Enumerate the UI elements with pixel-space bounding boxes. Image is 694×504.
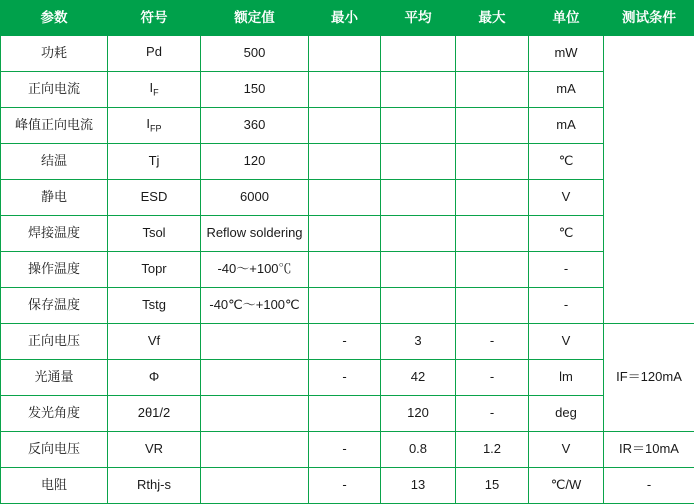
cell-typical: 0.8 bbox=[381, 432, 456, 468]
cell-symbol: Tstg bbox=[108, 288, 201, 324]
table-row bbox=[1, 216, 694, 252]
symbol-base: I bbox=[146, 116, 150, 131]
column-header-unit: 单位 bbox=[529, 1, 604, 36]
table-row bbox=[1, 468, 694, 504]
cell-parameter-text: 峰值正向电流 bbox=[4, 118, 104, 133]
column-header-typical: 平均 bbox=[381, 1, 456, 36]
cell-max: - bbox=[456, 396, 529, 432]
cell-parameter bbox=[1, 108, 108, 144]
cell-rated-value bbox=[201, 468, 309, 504]
cell-unit: V bbox=[529, 180, 604, 216]
cell-rated-value: 500 bbox=[201, 36, 309, 72]
cell-rated-value bbox=[201, 432, 309, 468]
cell-rated-value: -40～+100℃ bbox=[201, 252, 309, 288]
cell-rated-value bbox=[201, 324, 309, 360]
cell-symbol: Rthj-s bbox=[108, 468, 201, 504]
cell-unit: mA bbox=[529, 108, 604, 144]
cell-rated-value: 150 bbox=[201, 72, 309, 108]
table-row bbox=[1, 432, 694, 468]
cell-typical: 42 bbox=[381, 360, 456, 396]
symbol-base: Pd bbox=[146, 44, 162, 59]
table-row bbox=[1, 108, 694, 144]
cell-parameter: 操作温度 bbox=[1, 252, 108, 288]
cell-min: - bbox=[309, 324, 381, 360]
cell-rated-value: 360 bbox=[201, 108, 309, 144]
cell-typical bbox=[381, 36, 456, 72]
cell-parameter: 电阻 bbox=[1, 468, 108, 504]
cell-rated-value: 120 bbox=[201, 144, 309, 180]
table-header-row bbox=[1, 1, 694, 36]
cell-typical: 13 bbox=[381, 468, 456, 504]
cell-symbol: ESD bbox=[108, 180, 201, 216]
symbol-subscript: FP bbox=[150, 124, 162, 134]
cell-symbol: Φ bbox=[108, 360, 201, 396]
cell-typical bbox=[381, 180, 456, 216]
cell-unit: ℃/W bbox=[529, 468, 604, 504]
cell-parameter: 焊接温度 bbox=[1, 216, 108, 252]
cell-max: - bbox=[456, 360, 529, 396]
cell-unit: - bbox=[529, 288, 604, 324]
table-header bbox=[1, 1, 694, 36]
cell-min bbox=[309, 36, 381, 72]
cell-rated-value: -40℃～+100℃ bbox=[201, 288, 309, 324]
cell-typical: 120 bbox=[381, 396, 456, 432]
column-header-symbol: 符号 bbox=[108, 1, 201, 36]
cell-symbol: Topr bbox=[108, 252, 201, 288]
cell-test-condition: - bbox=[604, 468, 694, 504]
column-header-rated-value: 额定值 bbox=[201, 1, 309, 36]
cell-typical bbox=[381, 144, 456, 180]
cell-symbol: Tsol bbox=[108, 216, 201, 252]
cell-min: - bbox=[309, 432, 381, 468]
table-row bbox=[1, 36, 694, 72]
cell-parameter: 光通量 bbox=[1, 360, 108, 396]
cell-symbol bbox=[108, 36, 201, 72]
cell-typical bbox=[381, 252, 456, 288]
cell-parameter: 功耗 bbox=[1, 36, 108, 72]
cell-max: 1.2 bbox=[456, 432, 529, 468]
cell-min bbox=[309, 108, 381, 144]
table-row bbox=[1, 324, 694, 360]
cell-unit: ℃ bbox=[529, 216, 604, 252]
cell-unit: - bbox=[529, 252, 604, 288]
cell-rated-value bbox=[201, 360, 309, 396]
cell-symbol: Vf bbox=[108, 324, 201, 360]
cell-max bbox=[456, 144, 529, 180]
cell-max bbox=[456, 216, 529, 252]
cell-max bbox=[456, 72, 529, 108]
cell-min: - bbox=[309, 468, 381, 504]
cell-parameter: 结温 bbox=[1, 144, 108, 180]
cell-symbol: VR bbox=[108, 432, 201, 468]
cell-test-condition-ir: IR＝10mA bbox=[604, 432, 694, 468]
cell-parameter: 反向电压 bbox=[1, 432, 108, 468]
cell-rated-value: Reflow soldering bbox=[201, 216, 309, 252]
cell-unit: V bbox=[529, 432, 604, 468]
cell-max bbox=[456, 180, 529, 216]
cell-unit: mW bbox=[529, 36, 604, 72]
cell-unit: mA bbox=[529, 72, 604, 108]
cell-max: - bbox=[456, 324, 529, 360]
cell-typical bbox=[381, 216, 456, 252]
table-row bbox=[1, 144, 694, 180]
cell-unit: lm bbox=[529, 360, 604, 396]
cell-symbol: Tj bbox=[108, 144, 201, 180]
cell-min: - bbox=[309, 360, 381, 396]
column-header-max: 最大 bbox=[456, 1, 529, 36]
cell-parameter: 静电 bbox=[1, 180, 108, 216]
cell-rated-value bbox=[201, 396, 309, 432]
table-row bbox=[1, 360, 694, 396]
cell-min bbox=[309, 396, 381, 432]
cell-unit: deg bbox=[529, 396, 604, 432]
table-row bbox=[1, 288, 694, 324]
cell-min bbox=[309, 180, 381, 216]
cell-typical: 3 bbox=[381, 324, 456, 360]
cell-symbol bbox=[108, 72, 201, 108]
table-body bbox=[1, 36, 694, 504]
cell-min bbox=[309, 144, 381, 180]
column-header-parameter: 参数 bbox=[1, 1, 108, 36]
cell-typical bbox=[381, 288, 456, 324]
cell-test-condition-blank-top bbox=[604, 36, 694, 324]
cell-min bbox=[309, 288, 381, 324]
cell-max bbox=[456, 288, 529, 324]
cell-parameter: 正向电压 bbox=[1, 324, 108, 360]
cell-rated-value: 6000 bbox=[201, 180, 309, 216]
cell-min bbox=[309, 252, 381, 288]
cell-parameter: 正向电流 bbox=[1, 72, 108, 108]
cell-symbol bbox=[108, 108, 201, 144]
cell-max bbox=[456, 108, 529, 144]
symbol-base: I bbox=[149, 80, 153, 95]
table-row bbox=[1, 72, 694, 108]
cell-unit: ℃ bbox=[529, 144, 604, 180]
cell-min bbox=[309, 72, 381, 108]
table-row bbox=[1, 180, 694, 216]
cell-min bbox=[309, 216, 381, 252]
symbol-subscript: F bbox=[153, 88, 159, 98]
column-header-min: 最小 bbox=[309, 1, 381, 36]
cell-typical bbox=[381, 108, 456, 144]
cell-test-condition-if: IF＝120mA bbox=[604, 324, 694, 432]
cell-max bbox=[456, 36, 529, 72]
table-row bbox=[1, 252, 694, 288]
cell-symbol: 2θ1/2 bbox=[108, 396, 201, 432]
cell-unit: V bbox=[529, 324, 604, 360]
cell-parameter: 发光角度 bbox=[1, 396, 108, 432]
cell-parameter: 保存温度 bbox=[1, 288, 108, 324]
table-row bbox=[1, 396, 694, 432]
cell-typical bbox=[381, 72, 456, 108]
cell-max bbox=[456, 252, 529, 288]
column-header-test-condition: 测试条件 bbox=[604, 1, 694, 36]
cell-max: 15 bbox=[456, 468, 529, 504]
